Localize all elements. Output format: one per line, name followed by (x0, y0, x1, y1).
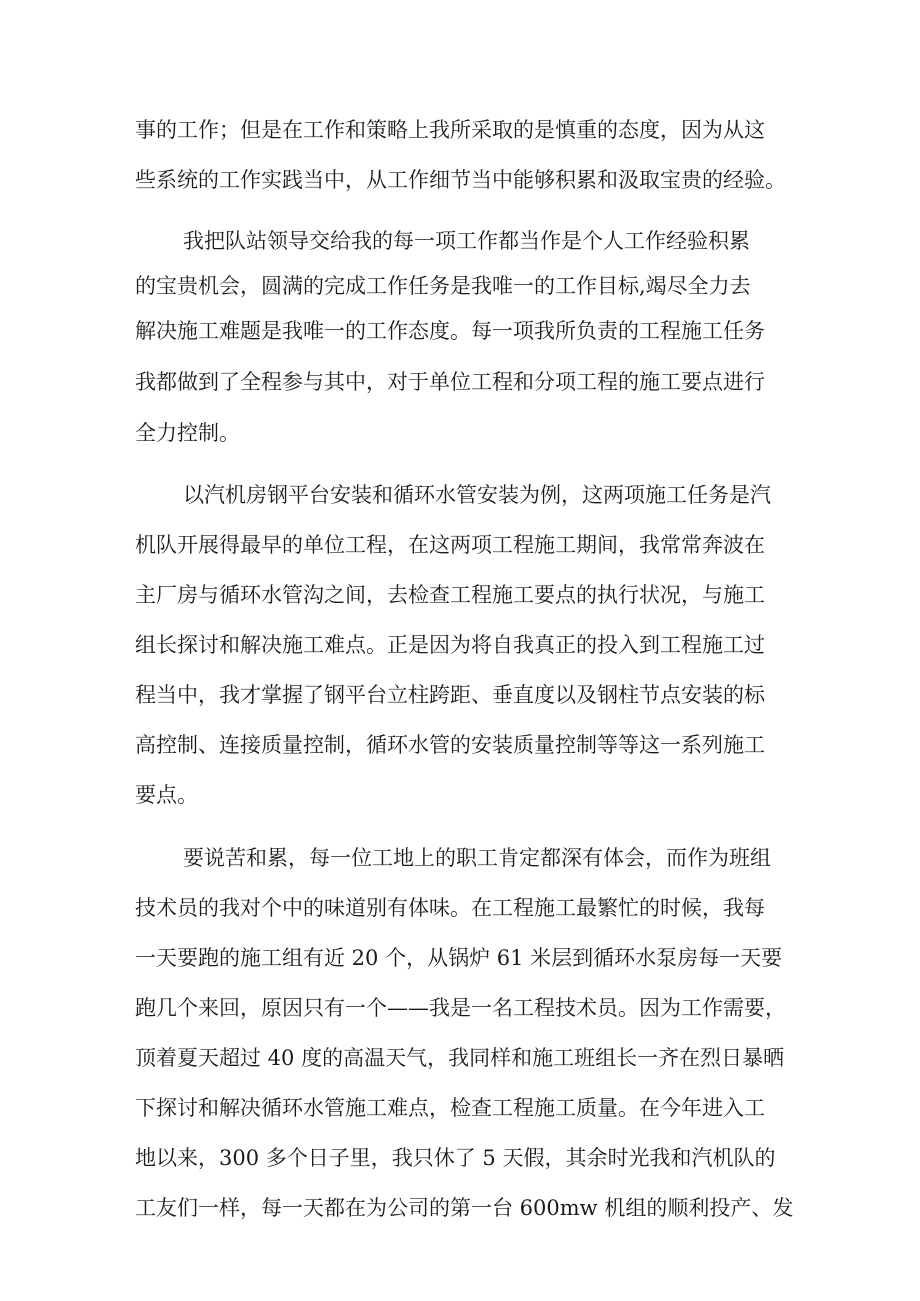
paragraph-line: 要点。 (135, 783, 198, 807)
paragraph-line: 组长探讨和解决施工难点。正是因为将自我真正的投入到工程施工过 (135, 633, 765, 657)
paragraph-line: 下探讨和解决循环水管施工难点，检查工程施工质量。在今年进入工 (135, 1096, 765, 1120)
paragraph-line: 我把队站领导交给我的每一项工作都当作是个人工作经验积累 (183, 229, 750, 253)
paragraph-line: 顶着夏天超过 40 度的高温天气，我同样和施工班组长一齐在烈日暴晒 (135, 1046, 785, 1070)
paragraph-line: 程当中，我才掌握了钢平台立柱跨距、垂直度以及钢柱节点安装的标 (135, 683, 765, 707)
paragraph-line: 的宝贵机会，圆满的完成工作任务是我唯一的工作目标,竭尽全力去 (135, 274, 751, 298)
paragraph-line: 事的工作；但是在工作和策略上我所采取的是慎重的态度，因为从这 (135, 118, 765, 142)
paragraph-line: 要说苦和累，每一位工地上的职工肯定都深有体会，而作为班组 (183, 846, 771, 870)
paragraph-line: 些系统的工作实践当中，从工作细节当中能够积累和汲取宝贵的经验。 (135, 168, 786, 192)
paragraph-line: 高控制、连接质量控制，循环水管的安装质量控制等等这一系列施工 (135, 733, 765, 757)
paragraph-line: 技术员的我对个中的味道别有体味。在工程施工最繁忙的时候，我每 (135, 896, 765, 920)
paragraph-line: 地以来，300 多个日子里，我只休了 5 天假，其余时光我和汽机队的 (135, 1146, 776, 1170)
paragraph-line: 全力控制。 (135, 421, 240, 445)
paragraph-line: 主厂房与循环水管沟之间，去检查工程施工要点的执行状况，与施工 (135, 583, 765, 607)
paragraph-line: 我都做到了全程参与其中，对于单位工程和分项工程的施工要点进行 (135, 370, 765, 394)
paragraph-line: 一天要跑的施工组有近 20 个，从锅炉 61 米层到循环水泵房每一天要 (135, 946, 783, 970)
paragraph-line: 工友们一样，每一天都在为公司的第一台 600mw 机组的顺利投产、发 (135, 1196, 794, 1220)
paragraph-line: 以汽机房钢平台安装和循环水管安装为例，这两项施工任务是汽 (183, 483, 771, 507)
paragraph-line: 跑几个来回，原因只有一个——我是一名工程技术员。因为工作需要， (135, 996, 786, 1020)
paragraph-line: 解决施工难题是我唯一的工作态度。每一项我所负责的工程施工任务 (135, 319, 765, 343)
paragraph-line: 机队开展得最早的单位工程，在这两项工程施工期间，我常常奔波在 (135, 533, 765, 557)
